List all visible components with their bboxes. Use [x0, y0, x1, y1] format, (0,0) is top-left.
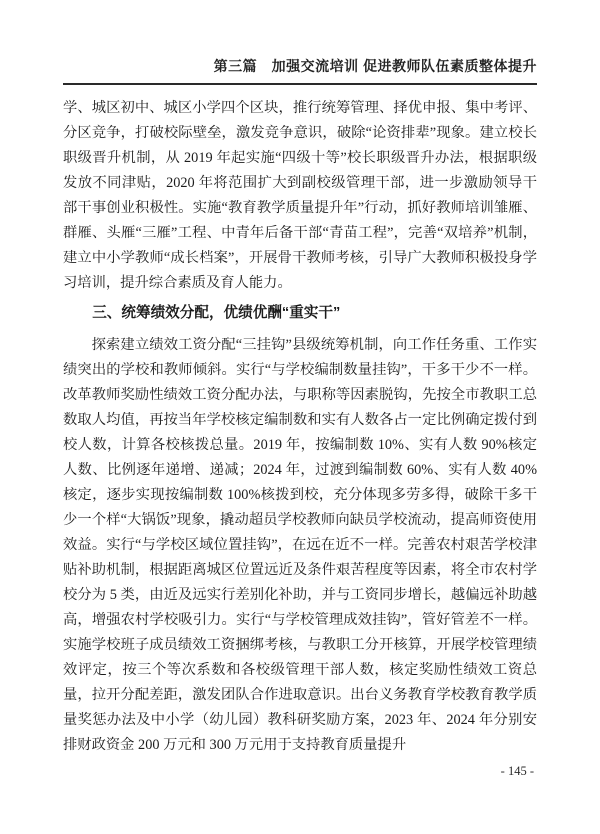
page-footer	[63, 762, 537, 780]
running-header-title: 第三篇 加强交流培训 促进教师队伍素质整体提升	[213, 58, 537, 74]
paragraph-section-three: 探索建立绩效工资分配“三挂钩”县级统筹机制，向工作任务重、工作实绩突出的学校和教师倾斜。实行“与学校编制数量挂钩”，干多干少不一样。改革教师奖励性绩效工资分配办法，与职称等因素脱钩，先按全市教职工总数取人均值，再按当年学校核定编制数和实有人数各占一定比例确定拨付到校人数，计算各校核拨总量。2019 年，按编制数 10%、实有人数 90%核定人数、比例逐年递增、递减；2024 年，过渡到编制数 60%、实有人数 40%核定，逐步实现按编制数 100%核拨到校，充分体现多劳多得，破除干多干少一个样“大锅饭”现象，撬动超员学校教师向缺员学校流动，提高师资使用效益。实行“与学校区域位置挂钩”，在远在近不一样。完善农村艰苦学校津贴补助机制，根据距离城区位置远近及条件艰苦程度等因素，将全市农村学校分为 5 类，由近及远实行差别化补助，并与工资同步增长，越偏远补助越高，增强农村学校吸引力。实行“与学校管理成效挂钩”，管好管差不一样。实施学校班子成员绩效工资捆绑考核，与教职工分开核算，开展学校管理绩效评定，按三个等次系数和各校级管理干部人数，核定奖励性绩效工资总量，拉开分配差距，激发团队合作进取意识。出台义务教育学校教育教学质量奖惩办法及中小学（幼儿园）教科研奖励方案，2023 年、2024 年分别安排财政资金 200 万元和 300 万元用于支持教育质量提升	[63, 337, 537, 753]
page-number: - 145 -	[500, 764, 534, 778]
page-body	[63, 96, 537, 758]
paragraph-continued: 学、城区初中、城区小学四个区块，推行统筹管理、择优申报、集中考评、分区竞争，打破校际壁垒，激发竞争意识，破除“论资排辈”现象。建立校长职级晋升机制，从 2019 年起实施“四级十等”校长职级晋升办法，根据职级发放不同津贴，2020 年将范围扩大到副校级管理干部，进一步激励领导干部干事创业积极性。实施“教育教学质量提升年”行动，抓好教师培训雏雁、群雁、头雁“三雁”工程、中青年后备干部“青苗工程”，完善“双培养”机制，建立中小学教师“成长档案”，开展骨干教师考核，引导广大教师积极投身学习培训，提升综合素质及育人能力。	[63, 100, 537, 291]
section-heading: 三、统筹绩效分配，优绩优酬“重实干”	[92, 305, 341, 321]
running-header	[63, 56, 537, 85]
